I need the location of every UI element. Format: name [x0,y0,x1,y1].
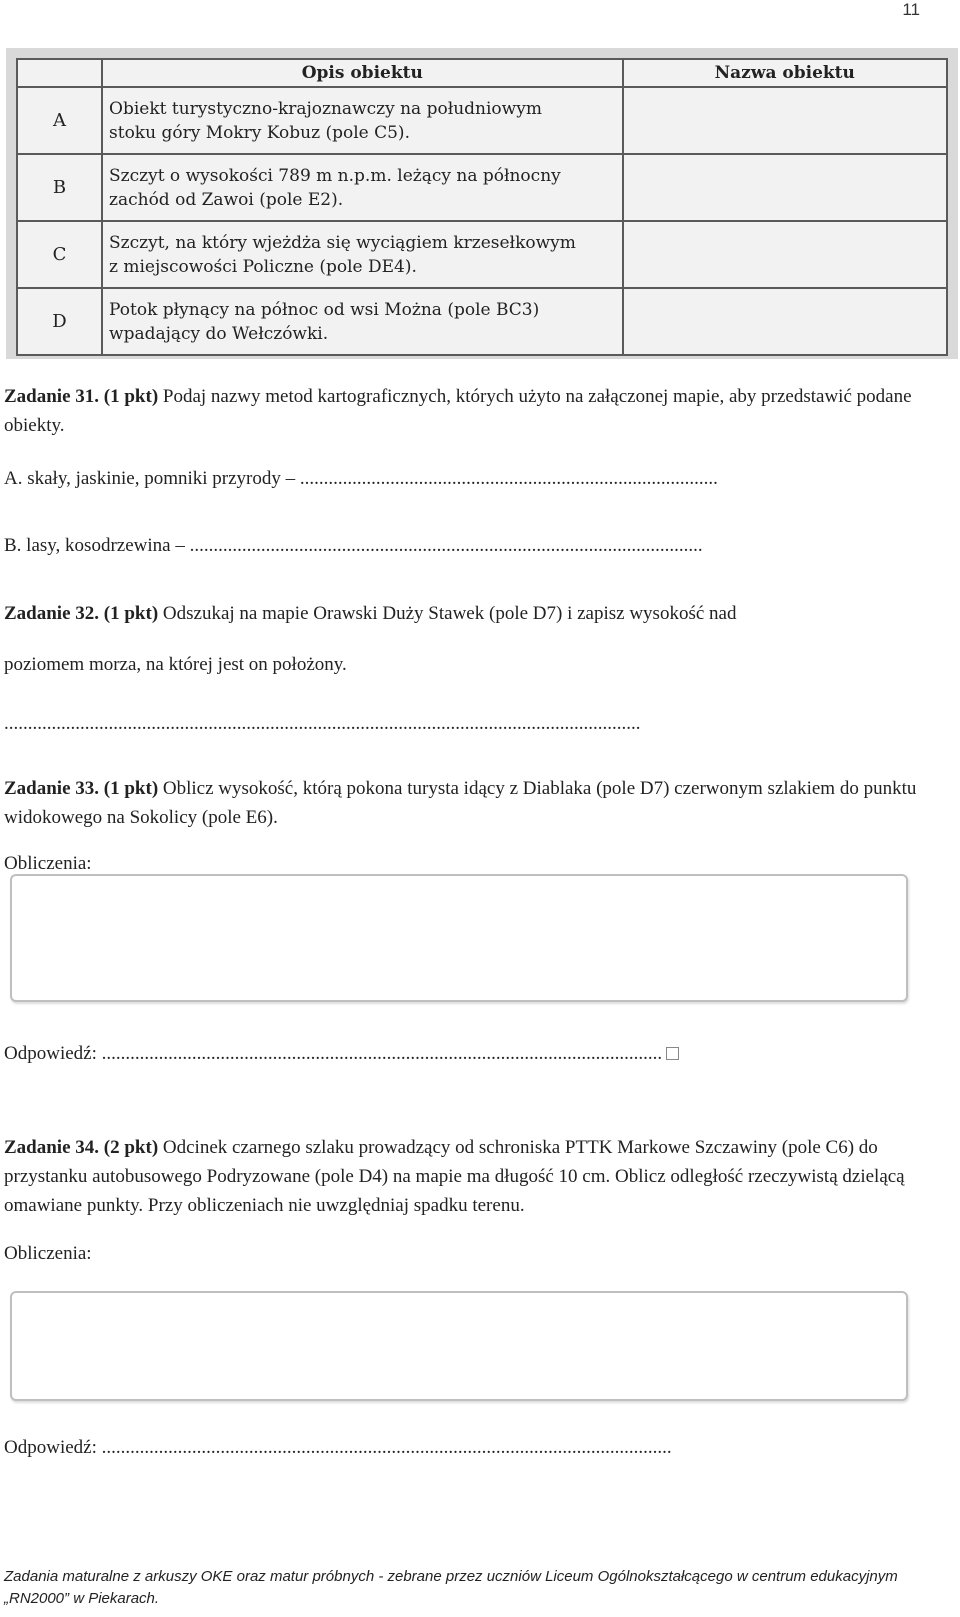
task-34-calc-box[interactable] [10,1291,908,1401]
desc-line-1: Szczyt, na który wjeżdża się wyciągiem krzesełkowym [109,232,576,253]
task-31-answer-a[interactable]: A. skały, jaskinie, pomniki przyrody – ........................................................................................ [4,468,718,489]
task-33-answer-text: Odpowiedź: ...................................................................................................................... [4,1043,663,1064]
row-name-cell[interactable] [623,288,947,355]
row-name-cell[interactable] [623,87,947,154]
row-name-cell[interactable] [623,154,947,221]
task-33-instruction: Oblicz wysokość, którą pokona turysta idący z Diablaka (pole D7) czerwonym szlakiem do punktu widokowego na Sokolicy (pole E6). [4,778,917,828]
page-footer: Zadania maturalne z arkuszy OKE oraz matur próbnych - zebrane przez uczniów Liceum Ogólnokształcącego w centrum edukacyjnym „RN2000” w Piekarach. [4,1568,898,1607]
task-32-points: (1 pkt) [103,603,159,624]
row-description [102,87,623,154]
task-32-text [4,599,944,628]
task-34-label: Zadanie 34. [4,1137,100,1158]
task-31-answer-b[interactable]: B. lasy, kosodrzewina – ............................................................................................................ [4,535,703,556]
header-description: Opis obiektu [102,59,623,87]
desc-line-2: wpadający do Wełczówki. [109,323,329,344]
task-33-calc-box[interactable] [10,874,908,1002]
desc-line-2: z miejscowości Policzne (pole DE4). [109,256,417,277]
task-34-calc-label: Obliczenia: [4,1243,92,1264]
table-row [17,288,947,355]
task-32-instruction-2: poziomem morza, na której jest on położony. [4,654,347,675]
desc-line-2: zachód od Zawoi (pole E2). [109,189,344,210]
task-34-answer[interactable]: Odpowiedź: ........................................................................................................................ [4,1437,672,1458]
objects-table [16,58,948,356]
checkbox-icon [666,1047,679,1060]
row-description [102,221,623,288]
desc-line-1: Obiekt turystyczno-krajoznawczy na południowym [109,98,542,119]
task-31-text [4,382,944,440]
table-row [17,154,947,221]
header-name: Nazwa obiektu [623,59,947,87]
desc-line-1: Potok płynący na północ od wsi Można (pole BC3) [109,299,540,320]
row-letter: A [17,87,102,154]
objects-table-image [6,48,958,359]
page-number: 11 [902,0,920,19]
task-31-label: Zadanie 31. [4,386,100,407]
task-32-instruction-1: Odszukaj na mapie Orawski Duży Stawek (pole D7) i zapisz wysokość nad [158,603,737,624]
row-letter: D [17,288,102,355]
task-34-instruction: Odcinek czarnego szlaku prowadzący od schroniska PTTK Markowe Szczawiny (pole C6) do przystanku autobusowego Podryzowane (pole D4) na mapie ma długość 10 cm. Oblicz odległość rzeczywistą dzielącą omawiane punkty. Przy obliczeniach nie uwzględniaj spadku terenu. [4,1137,905,1216]
row-letter: B [17,154,102,221]
desc-line-1: Szczyt o wysokości 789 m n.p.m. leżący na północny [109,165,561,186]
header-empty [17,59,102,87]
task-33-calc-label: Obliczenia: [4,853,92,874]
task-33-label: Zadanie 33. [4,778,100,799]
task-32-label: Zadanie 32. [4,603,100,624]
table-row [17,221,947,288]
task-32-answer[interactable]: ...................................................................................................................................... [4,713,641,734]
task-33-answer[interactable] [4,1039,944,1068]
row-description [102,288,623,355]
table-header-row [17,59,947,87]
task-31-points: (1 pkt) [103,386,159,407]
row-description [102,154,623,221]
task-34-points: (2 pkt) [103,1137,159,1158]
table-row [17,87,947,154]
task-34-text [4,1133,944,1220]
row-letter: C [17,221,102,288]
task-33-text [4,774,944,832]
desc-line-2: stoku góry Mokry Kobuz (pole C5). [109,122,410,143]
row-name-cell[interactable] [623,221,947,288]
task-33-points: (1 pkt) [103,778,159,799]
task-31-instruction: Podaj nazwy metod kartograficznych, których użyto na załączonej mapie, aby przedstawić podane obiekty. [4,386,912,436]
